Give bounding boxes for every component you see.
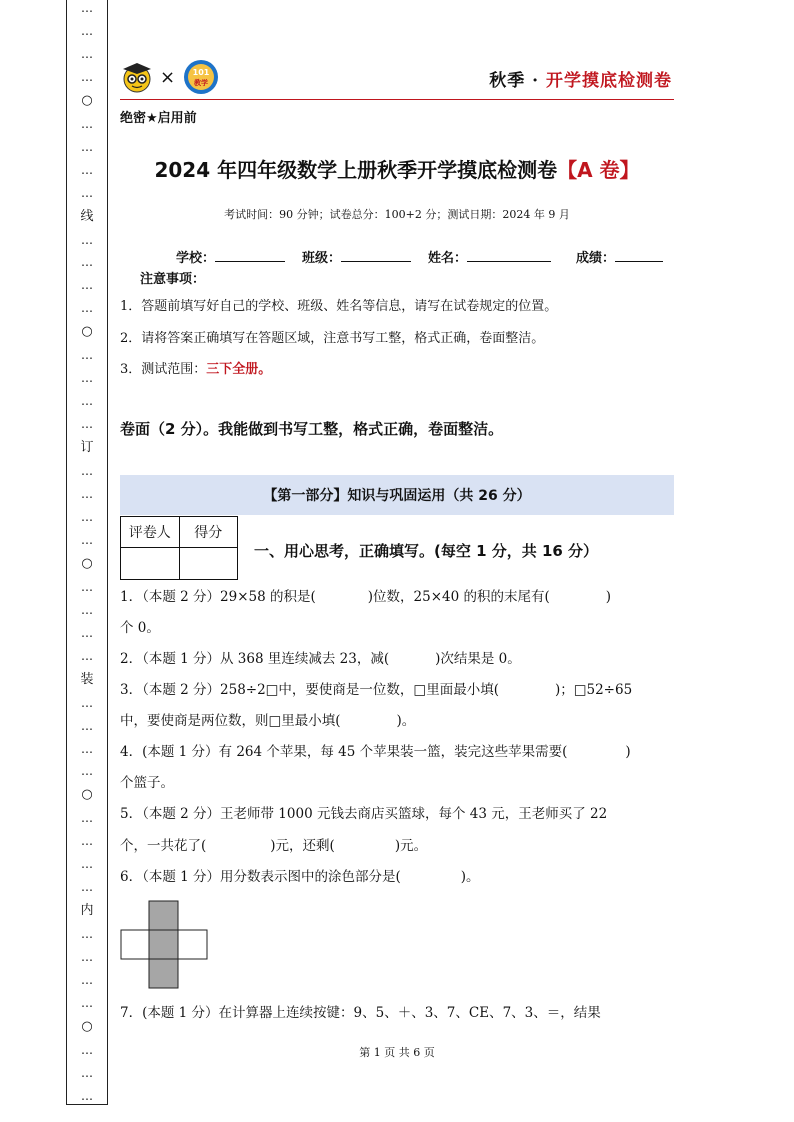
binding-mark: ○ <box>81 92 93 108</box>
binding-mark: … <box>81 834 93 849</box>
field-school <box>176 247 285 266</box>
question-5-line-2 <box>120 840 674 854</box>
figure-cell-center <box>149 930 178 959</box>
q6-text-a: 6．（本题 1 分）用分数表示图中的涂色部分是( <box>120 869 401 885</box>
notes-title: 注意事项： <box>140 272 206 287</box>
times-icon: × <box>160 66 176 88</box>
exam-meta: 考试时间：90 分钟；试卷总分：100+2 分；测试日期：2024 年 9 月 <box>224 208 570 221</box>
question-4-line-1 <box>120 746 674 760</box>
binding-mark: … <box>81 255 93 270</box>
binding-mark: … <box>81 695 93 710</box>
field-name-blank[interactable] <box>467 249 551 262</box>
binding-margin <box>66 0 108 1105</box>
mascot-logo-icon <box>120 60 154 94</box>
note-item-3-prefix: 3．测试范围： <box>120 362 207 377</box>
binding-mark: … <box>81 278 93 293</box>
score-table-grader-header: 评卷人 <box>121 517 180 547</box>
field-school-blank[interactable] <box>215 249 285 262</box>
binding-mark: … <box>81 811 93 826</box>
neatness-statement: 卷面（2 分）。我能做到书写工整，格式正确，卷面整洁。 <box>120 420 504 438</box>
note-item-3 <box>120 358 271 377</box>
question-1-line-1 <box>120 591 674 605</box>
figure-cell-right <box>178 930 207 959</box>
header-rule <box>120 99 674 100</box>
binding-mark: … <box>81 139 93 154</box>
header-brand-suffix: 开学摸底检测卷 <box>546 71 672 91</box>
field-score-label: 成绩： <box>576 251 616 266</box>
binding-mark: … <box>81 1 93 15</box>
figure-cell-bottom <box>149 959 178 988</box>
q1-text-b: )位数，25×40 的积的末尾有( <box>367 589 550 605</box>
field-class-blank[interactable] <box>341 249 411 262</box>
logo-area <box>120 58 221 96</box>
field-school-label: 学校： <box>176 251 216 266</box>
binding-mark: … <box>81 464 93 479</box>
binding-mark: … <box>81 162 93 177</box>
binding-mark: … <box>81 857 93 872</box>
binding-mark: ○ <box>81 324 93 340</box>
q3-text-a: 3．（本题 2 分）258÷2□中，要使商是一位数，□里面最小填( <box>120 682 499 698</box>
binding-mark: … <box>81 185 93 200</box>
binding-mark: … <box>81 1042 93 1057</box>
binding-margin-text <box>67 2 107 1102</box>
title-main: 2024 年四年级数学上册秋季开学摸底检测卷 <box>154 158 558 182</box>
binding-mark: … <box>81 950 93 965</box>
q2-text-b: )次结果是 0。 <box>435 651 521 667</box>
question-3-line-2 <box>120 715 674 729</box>
figure-cell-left <box>121 930 150 959</box>
field-name <box>428 247 551 266</box>
q1-text-a: 1．（本题 2 分）29×58 的积是( <box>120 589 316 605</box>
binding-mark: … <box>81 23 93 38</box>
score-table-score-cell[interactable] <box>180 548 238 580</box>
header-brand <box>489 66 672 91</box>
field-class <box>302 247 411 266</box>
q3-text-d: )。 <box>396 713 416 729</box>
score-table-score-header: 得分 <box>194 525 223 541</box>
question-4-line-2: 个篮子。 <box>120 775 174 791</box>
binding-mark: … <box>81 1088 93 1103</box>
page-title <box>120 154 674 183</box>
header-brand-prefix: 秋季 · <box>489 71 546 91</box>
q6-text-b: )。 <box>460 869 480 885</box>
section-one-heading: 一、用心思考，正确填写。(每空 1 分，共 16 分） <box>254 542 599 560</box>
title-tag: 【A 卷】 <box>557 158 640 182</box>
binding-mark: … <box>81 487 93 502</box>
q2-text-a: 2．（本题 1 分）从 368 里连续减去 23，减( <box>120 651 390 667</box>
binding-mark: … <box>81 579 93 594</box>
binding-mark: … <box>81 116 93 131</box>
binding-mark: … <box>81 1065 93 1080</box>
q1-text-c: ) <box>605 589 612 605</box>
binding-mark: 内 <box>80 903 94 919</box>
question-7: 7．(本题 1 分）在计算器上连续按键：9、5、＋、3、7、CE、7、3、＝，结果 <box>120 1005 601 1021</box>
binding-mark: … <box>81 46 93 61</box>
q3-text-b: )；□52÷65 <box>554 682 633 698</box>
field-score <box>576 247 663 266</box>
binding-mark: ○ <box>81 787 93 803</box>
binding-mark: ○ <box>81 555 93 571</box>
binding-mark: … <box>81 394 93 409</box>
svg-text:101: 101 <box>192 68 210 77</box>
binding-mark: … <box>81 718 93 733</box>
shaded-cross-figure <box>120 900 210 990</box>
secret-label: 绝密★启用前 <box>120 111 197 126</box>
page-footer: 第 1 页 共 6 页 <box>359 1046 435 1059</box>
question-2 <box>120 653 674 667</box>
binding-mark: 线 <box>80 208 94 224</box>
question-3-line-1 <box>120 684 674 698</box>
field-class-label: 班级： <box>302 251 342 266</box>
question-1-line-2: 个 0。 <box>120 620 160 636</box>
binding-mark: … <box>81 741 93 756</box>
binding-mark: … <box>81 532 93 547</box>
binding-mark: … <box>81 973 93 988</box>
q5-text-d: )元。 <box>394 838 428 854</box>
binding-mark: ○ <box>81 1018 93 1034</box>
figure-cell-top <box>149 901 178 930</box>
note-item-2: 2．请将答案正确填写在答题区域，注意书写工整，格式正确，卷面整洁。 <box>120 331 545 346</box>
binding-mark: … <box>81 69 93 84</box>
binding-mark: … <box>81 995 93 1010</box>
q3-text-c: 中，要使商是两位数，则□里最小填( <box>120 713 341 729</box>
binding-mark: … <box>81 625 93 640</box>
score-table <box>120 516 238 580</box>
brand-101-logo-icon <box>181 58 221 96</box>
binding-mark: 订 <box>80 440 94 456</box>
binding-mark: … <box>81 602 93 617</box>
binding-mark: … <box>81 880 93 895</box>
binding-mark: … <box>81 927 93 942</box>
question-6 <box>120 871 674 885</box>
question-5-line-1: 5．（本题 2 分）王老师带 1000 元钱去商店买篮球，每个 43 元，王老师买了 22 <box>120 806 608 822</box>
score-table-grader-cell[interactable] <box>121 548 180 580</box>
q4-text-a: 4．(本题 1 分）有 264 个苹果，每 45 个苹果装一篮，装完这些苹果需要( <box>120 744 568 760</box>
binding-mark: … <box>81 348 93 363</box>
binding-mark: … <box>81 764 93 779</box>
svg-text:教学: 教学 <box>194 79 209 87</box>
binding-mark: … <box>81 371 93 386</box>
binding-mark: … <box>81 509 93 524</box>
q4-text-b: ) <box>625 744 631 760</box>
note-item-1: 1．答题前填写好自己的学校、班级、姓名等信息，请写在试卷规定的位置。 <box>120 299 558 314</box>
note-item-3-scope: 三下全册。 <box>206 362 272 377</box>
binding-mark: 装 <box>80 671 94 687</box>
field-score-blank[interactable] <box>615 249 663 262</box>
binding-mark: … <box>81 232 93 247</box>
binding-mark: … <box>81 417 93 432</box>
field-name-label: 姓名： <box>428 251 468 266</box>
binding-mark: … <box>81 301 93 316</box>
q5-text-c: )元，还剩( <box>270 838 335 854</box>
part-one-banner: 【第一部分】知识与巩固运用（共 26 分） <box>120 475 674 515</box>
binding-mark: … <box>81 648 93 663</box>
q5-text-b: 个，一共花了( <box>120 838 207 854</box>
